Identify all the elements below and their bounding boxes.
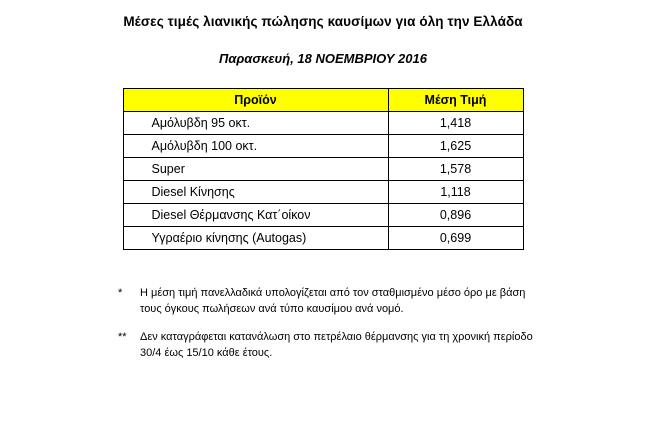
document-page (0, 14, 646, 432)
cell-price: 1,578 (388, 158, 523, 181)
cell-product: Υγραέριο κίνησης (Autogas) (123, 227, 388, 250)
footnote-text: Δεν καταγράφεται κατανάλωση στο πετρέλαιο θέρμανσης για τη χρονική περίοδο 30/4 έως 15/10 κάθε έτους. (140, 330, 533, 359)
page-title: Μέσες τιμές λιανικής πώλησης καυσίμων για όλη την Ελλάδα (123, 14, 523, 29)
table-body (123, 112, 523, 250)
cell-product: Αμόλυβδη 95 οκτ. (123, 112, 388, 135)
footnote-item (118, 330, 606, 362)
column-header-product: Προϊόν (123, 89, 388, 112)
cell-price: 0,896 (388, 204, 523, 227)
cell-price: 0,699 (388, 227, 523, 250)
cell-product: Diesel Θέρμανσης Κατ΄οίκον (123, 204, 388, 227)
table-row (123, 112, 523, 135)
table-row (123, 135, 523, 158)
table-header (123, 89, 523, 112)
cell-product: Αμόλυβδη 100 οκτ. (123, 135, 388, 158)
page-subtitle: Παρασκευή, 18 ΝΟΕΜΒΡΙΟΥ 2016 (219, 51, 427, 66)
footnote-marker: * (118, 287, 123, 299)
cell-product: Super (123, 158, 388, 181)
footnote-marker: ** (118, 330, 127, 343)
footnote-text: Η μέση τιμή πανελλαδικά υπολογίζεται από τον σταθμισμένο μέσο όρο με βάση τους όγκους πωλήσεων ανά τύπο καυσίμου ανά νομό. (140, 287, 526, 315)
fuel-price-table (123, 88, 524, 250)
fuel-price-table-container (0, 88, 646, 250)
cell-price: 1,625 (388, 135, 523, 158)
cell-price: 1,118 (388, 181, 523, 204)
column-header-price: Μέση Τιμή (388, 89, 523, 112)
table-header-row (123, 89, 523, 112)
table-row (123, 158, 523, 181)
footnotes (0, 286, 646, 362)
cell-price: 1,418 (388, 112, 523, 135)
footnote-item (118, 286, 606, 318)
table-row (123, 181, 523, 204)
table-row (123, 204, 523, 227)
table-row (123, 227, 523, 250)
cell-product: Diesel Κίνησης (123, 181, 388, 204)
